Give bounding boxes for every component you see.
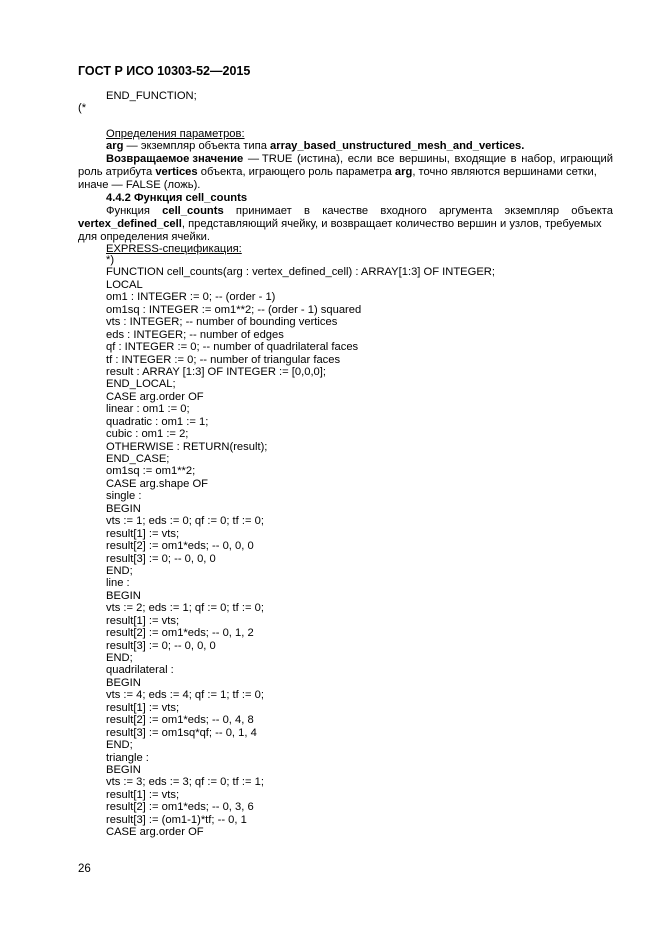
code-line: result : ARRAY [1:3] OF INTEGER := [0,0,0]; (106, 365, 326, 378)
word: в (304, 205, 310, 217)
code-line: result[3] := om1sq*qf; -- 0, 1, 4 (106, 726, 257, 739)
word: принимает (235, 205, 292, 217)
parameters-heading: Определения параметров: (106, 128, 245, 140)
text-run: , представляющий ячейку, и возвращает количество вершин и узлов, требуемых (181, 218, 602, 230)
return-label: Возвращаемое значение (106, 153, 244, 165)
code-line: BEGIN (106, 676, 141, 689)
code-line: result[1] := vts; (106, 701, 180, 714)
code-line: END_CASE; (106, 453, 170, 465)
return-value-paragraph (78, 153, 613, 192)
word: экземпляр (504, 205, 560, 217)
code-line: *) (106, 254, 115, 266)
code-line: cubic : om1 := 2; (106, 428, 189, 441)
arg-type: array_based_unstructured_mesh_and_vertices. (270, 140, 525, 152)
express-heading: EXPRESS-спецификация: (106, 243, 242, 255)
code-line: result[1] := vts; (106, 788, 180, 801)
arg-text: — экземпляр объекта типа (123, 140, 271, 152)
code-line: vts : INTEGER; -- number of bounding vertices (106, 316, 338, 329)
code-line: quadratic : om1 := 1; (106, 415, 209, 428)
word: в (510, 153, 517, 165)
code-line: END; (106, 652, 133, 664)
word: качестве (322, 205, 369, 217)
code-line: OTHERWISE : RETURN(result); (106, 440, 268, 453)
word: набор, (521, 153, 556, 165)
code-line: result[2] := om1*eds; -- 0, 3, 6 (106, 801, 254, 814)
code-line: vts := 2; eds := 1; qf := 0; tf := 0; (106, 602, 264, 615)
section-line-1 (78, 205, 613, 218)
code-line: result[1] := vts; (106, 614, 180, 627)
section-paragraph (78, 205, 613, 244)
code-line: CASE arg.shape OF (106, 477, 208, 490)
code-line: END; (106, 739, 133, 752)
code-line: vts := 4; eds := 4; qf := 1; tf := 0; (106, 689, 264, 702)
word: Функция (106, 205, 150, 217)
word: — TRUE (247, 153, 293, 165)
code-line: END; (106, 564, 133, 577)
function-name: cell_counts (162, 205, 224, 217)
return-line-3 (78, 179, 613, 192)
code-line: result[2] := om1*eds; -- 0, 4, 8 (106, 714, 254, 727)
word: входящие (454, 153, 507, 165)
code-line: FUNCTION cell_counts(arg : vertex_defined_cell) : ARRAY[1:3] OF INTEGER; (106, 266, 495, 279)
text-run: , точно являются вершинами сетки, (412, 166, 597, 178)
code-line: BEGIN (106, 589, 141, 602)
code-line: line : (106, 577, 130, 590)
word: (истина), (296, 153, 344, 165)
code-line: tf : INTEGER := 0; -- number of triangular faces (106, 353, 341, 366)
code-line: result[1] := vts; (106, 527, 180, 540)
code-line: vts := 1; eds := 0; qf := 0; tf := 0; (106, 515, 264, 528)
code-line: CASE arg.order OF (106, 826, 204, 839)
text-run: роль атрибута (78, 166, 156, 178)
word: все (376, 153, 395, 165)
word: объекта (571, 205, 613, 217)
code-line: single : (106, 490, 142, 503)
word: аргумента (438, 205, 493, 217)
vertices-term: vertices (155, 166, 198, 178)
code-line: CASE arg.order OF (106, 390, 204, 403)
code-line: vts := 3; eds := 3; qf := 0; tf := 1; (106, 776, 264, 789)
word: играющий (560, 153, 613, 165)
word: если (347, 153, 373, 165)
code-line: result[3] := (om1-1)*tf; -- 0, 1 (106, 813, 247, 826)
code-line: LOCAL (106, 278, 143, 291)
return-line-1 (78, 153, 613, 166)
vertex-defined-cell-term: vertex_defined_cell (78, 218, 182, 230)
code-line: quadrilateral : (106, 664, 174, 677)
arg-definition (106, 140, 524, 153)
code-line: result[2] := om1*eds; -- 0, 1, 2 (106, 627, 254, 640)
arg-term: arg (394, 166, 413, 178)
end-function-line: END_FUNCTION; (106, 90, 197, 102)
document-header: ГОСТ Р ИСО 10303-52—2015 (78, 64, 251, 78)
section-title: 4.4.2 Функция cell_counts (106, 192, 248, 204)
section-line-2 (78, 218, 613, 231)
return-line-2 (78, 166, 613, 179)
code-line: BEGIN (106, 502, 141, 515)
code-line: END_LOCAL; (106, 378, 176, 391)
code-line: result[3] := 0; -- 0, 0, 0 (106, 552, 216, 565)
code-line: triangle : (106, 751, 149, 764)
page-number: 26 (78, 863, 91, 875)
code-line: qf : INTEGER := 0; -- number of quadrilateral faces (106, 341, 359, 354)
text-run: объекта, играющего роль параметра (197, 166, 395, 178)
arg-name: arg (106, 140, 124, 152)
comment-open: (* (78, 102, 87, 114)
word: входного (380, 205, 427, 217)
text-run: иначе — FALSE (ложь). (78, 179, 201, 191)
word: вершины, (399, 153, 450, 165)
code-line: eds : INTEGER; -- number of edges (106, 328, 284, 341)
code-line: om1 : INTEGER := 0; -- (order - 1) (106, 291, 276, 304)
code-line: om1sq := om1**2; (106, 465, 196, 478)
code-line: result[2] := om1*eds; -- 0, 0, 0 (106, 540, 254, 553)
express-code-block (106, 254, 495, 839)
text-run: для определения ячейки. (78, 231, 211, 243)
code-line: BEGIN (106, 763, 141, 776)
code-line: linear : om1 := 0; (106, 403, 190, 416)
code-line: om1sq : INTEGER := om1**2; -- (order - 1) squared (106, 303, 362, 316)
code-line: result[3] := 0; -- 0, 0, 0 (106, 639, 216, 652)
